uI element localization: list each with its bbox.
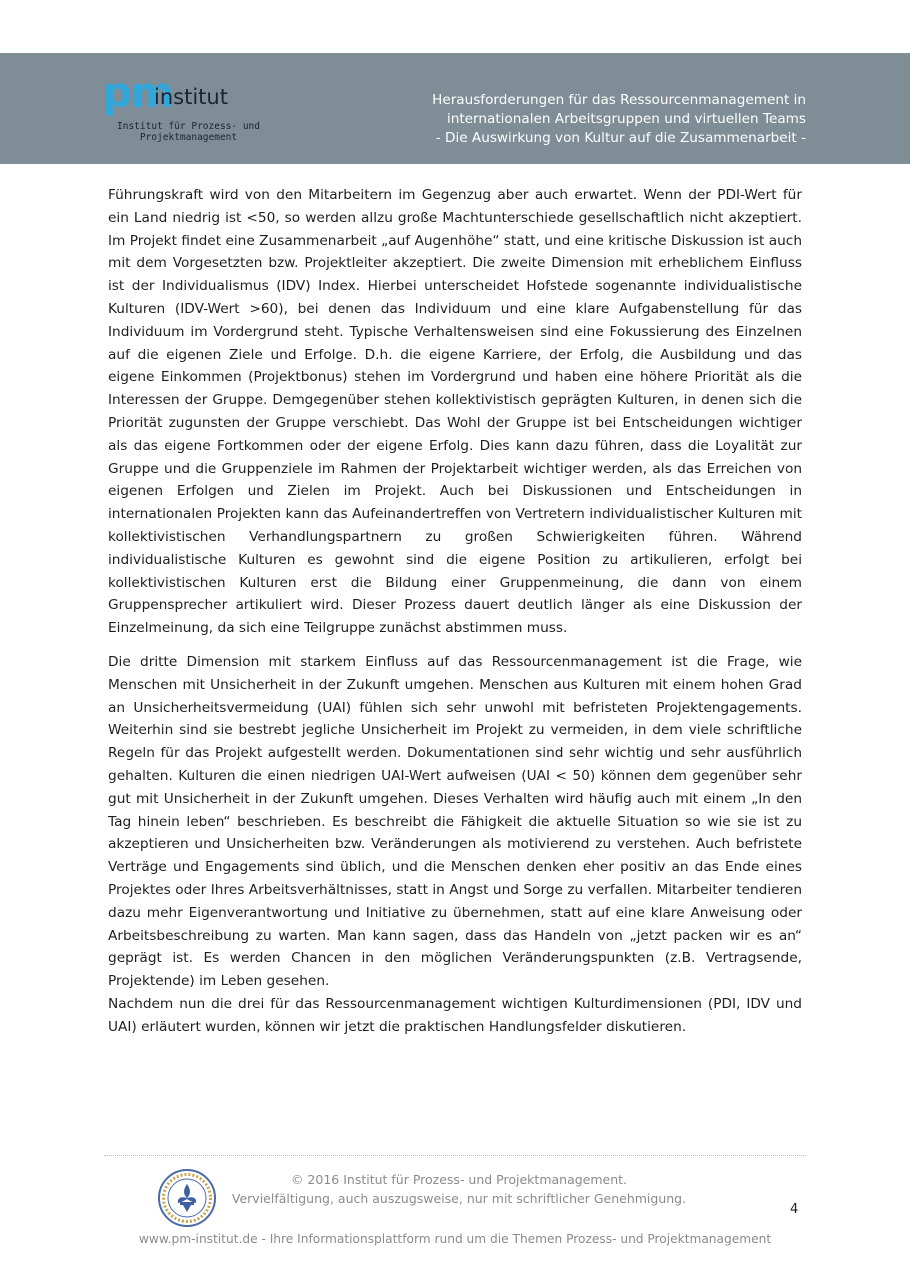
paragraph: Die dritte Dimension mit starkem Einfluss auf das Ressourcenmanagement ist die Frage, wie Menschen mit Unsicherheit in der Zukunft umgehen. Menschen aus Kulturen mit einem hohen Grad an Unsicherheitsvermeidung (UAI) fühlen sich sehr unwohl mit befristeten Projektengagements. Weiterhin sind sie bestrebt jegliche Unsicherheit im Projekt zu vermeiden, in dem viele schriftliche Regeln für das Projekt aufgestellt werden. Dokumentationen sind sehr wichtig und sehr ausführlich gehalten. Kulturen die einen niedrigen UAI-Wert aufweisen (UAI < 50) können dem gegenüber sehr gut mit Unsicherheit in der Zukunft umgehen. Dieses Verhalten wird häufig auch mit einem „In den Tag hinein leben“ beschrieben. Es beschreibt die Fähigkeit die aktuelle Situation so wie sie ist zu akzeptieren und Unsicherheiten bzw. Veränderungen als motivierend zu verstehen. Auch befristete Verträge und Engagements sind üblich, und die Menschen denken eher positiv an das Ende eines Projektes oder Ihres Arbeitsverhältnisses, statt in Angst und Sorge zu verfallen. Mitarbeiter tendieren dazu mehr Eigenverantwortung und Initiative zu übernehmen, statt auf eine klare Anweisung oder Arbeitsbeschreibung zu warten. Man kann sagen, dass das Handeln von „jetzt packen wir es an“ geprägt ist. Es werden Chancen in den möglichen Veränderungspunkten (z.B. Vertragsende, Projektende) im Leben gesehen. <box>108 653 802 990</box>
footer-website: www.pm-institut.de - Ihre Informationsplattform rund um die Themen Prozess- und Projektmanagement <box>138 1232 772 1246</box>
copyright-text: © 2016 Institut für Prozess- und Projektmanagement. <box>290 1172 628 1187</box>
footer-copyright <box>224 1170 694 1208</box>
document-title <box>336 91 806 148</box>
body-text <box>108 184 802 1038</box>
reproduction-notice: Vervielfältigung, auch auszugsweise, nur mit schriftlicher Genehmigung. <box>231 1191 687 1206</box>
footer-divider <box>104 1155 806 1156</box>
paragraph: Nachdem nun die drei für das Ressourcenmanagement wichtigen Kulturdimensionen (PDI, IDV und UAI) erläutert wurden, können wir jetzt die praktischen Handlungsfelder diskutieren. <box>108 995 802 1035</box>
pm-institut-logo <box>102 68 272 153</box>
paragraph: Führungskraft wird von den Mitarbeitern im Gegenzug aber auch erwartet. Wenn der PDI-Wert für ein Land niedrig ist <50, so werden allzu große Machtunterschiede gesellschaftlich nicht akzeptiert. Im Projekt findet eine Zusammenarbeit „auf Augenhöhe“ statt, und eine kritische Diskussion ist auch mit dem Vorgesetzten bzw. Projektleiter akzeptiert. Die zweite Dimension mit erheblichem Einfluss ist der Individualismus (IDV) Index. Hierbei unterscheidet Hofstede sogenannte individualistische Kulturen (IDV-Wert >60), bei denen das Individuum und eine klare Aufgabenstellung für das Individuum im Vordergrund steht. Typische Verhaltensweisen sind eine Fokussierung des Einzelnen auf die eigenen Ziele und Erfolge. D.h. die eigene Karriere, der Erfolg, die Ausbildung und das eigene Einkommen (Projektbonus) stehen im Vordergrund und haben eine höhere Priorität als die Interessen der Gruppe. Demgegenüber stehen kollektivistisch geprägten Kulturen, in denen sich die Priorität zugunsten der Gruppe verschiebt. Das Wohl der Gruppe ist bei Entscheidungen wichtiger als das eigene Fortkommen oder der eigene Erfolg. Dies kann dazu führen, dass die Loyalität zur Gruppe und die Gruppenziele im Rahmen der Projektarbeit wichtiger werden, als das Erreichen von eigenen Erfolgen und Zielen im Projekt. Auch bei Diskussionen und Entscheidungen in internationalen Projekten kann das Aufeinandertreffen von Vertretern individualistischer Kulturen mit kollektivistischen Verhandlungspartnern zu großen Schwierigkeiten führen. Während individualistische Kulturen es gewohnt sind die eigene Position zu artikulieren, erfolgt bei kollektivistischen Kulturen erst die Bildung einer Gruppenmeinung, die dann von einem Gruppensprecher artikuliert wird. Dieser Prozess dauert deutlich länger als eine Diskussion der Einzelmeinung, da sich eine Teilgruppe zunächst abstimmen muss. <box>108 187 802 637</box>
document-title-line3: - Die Auswirkung von Kultur auf die Zusammenarbeit - <box>435 130 806 146</box>
logo-brand: pm <box>102 68 172 117</box>
page-number: 4 <box>790 1202 799 1217</box>
logo-subtitle-line2: Projektmanagement <box>139 132 238 143</box>
logo-subtitle-line1: Institut für Prozess- und <box>117 121 260 132</box>
logo-name: institut <box>154 85 228 109</box>
page-header <box>0 53 910 164</box>
document-title-line2: internationalen Arbeitsgruppen und virtuellen Teams <box>446 111 806 127</box>
document-title-line1: Herausforderungen für das Ressourcenmanagement in <box>432 92 806 108</box>
institute-seal-icon <box>157 1168 217 1228</box>
logo-subtitle <box>106 121 271 143</box>
